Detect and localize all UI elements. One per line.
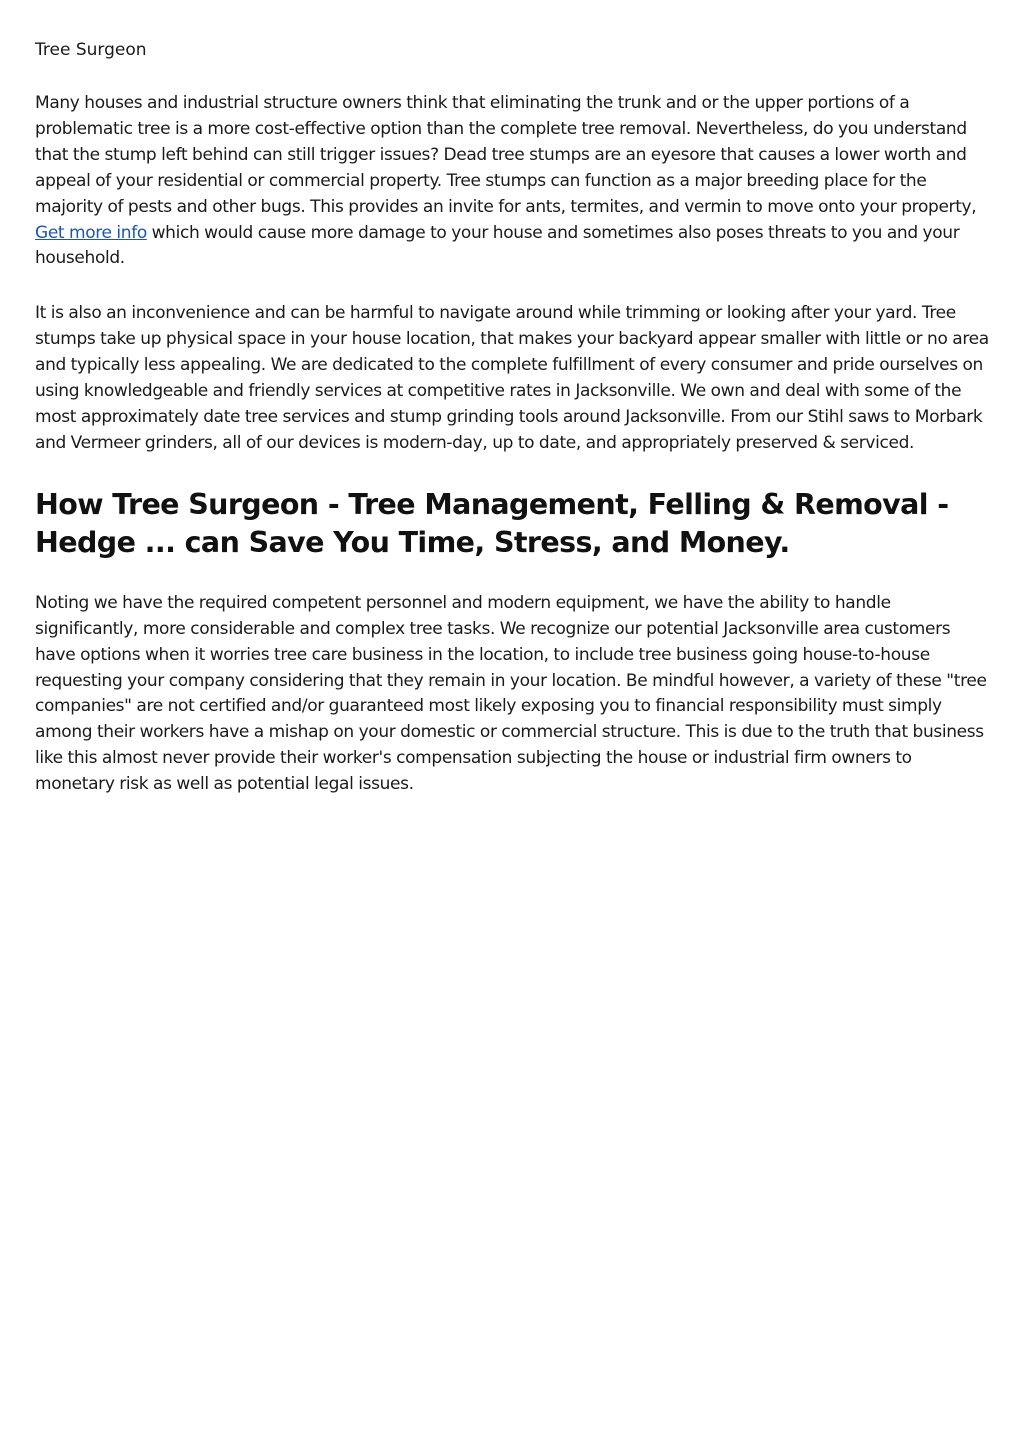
document-title: Tree Surgeon [35, 40, 147, 60]
paragraph-personnel: Noting we have the required competent personnel and modern equipment, we have the ability to handle significantly, more considerable and complex tree tasks. We recognize our potential Jacksonville area customers have options when it worries tree care business in the location, to include tree business going house-to-house requesting your company considering that they remain in your location. Be mindful however, a variety of these "tree companies" are not certified and/or guaranteed most likely exposing you to financial responsibility must simply among their workers have a mishap on your domestic or commercial structure. This is due to the truth that business like this almost never provide their worker's compensation subjecting the house or industrial firm owners to monetary risk as well as potential legal issues. [35, 592, 987, 795]
paragraph-intro-text-after: which would cause more damage to your house and sometimes also poses threats to you and your household. [35, 222, 960, 269]
document-page [35, 37, 990, 827]
section-heading: How Tree Surgeon - Tree Management, Felling & Removal - Hedge ... can Save You Time, Stress, and Money. [35, 487, 949, 559]
paragraph-intro [35, 91, 990, 272]
paragraph-intro-text-before: Many houses and industrial structure owners think that eliminating the trunk and or the upper portions of a problematic tree is a more cost-effective option than the complete tree removal. Nevertheless, do you understand that the stump left behind can still trigger issues? Dead tree stumps are an eyesore that causes a lower worth and appeal of your residential or commercial property. Tree stumps can function as a major breeding place for the majority of pests and other bugs. This provides an invite for ants, termites, and vermin to move onto your property, [35, 93, 977, 217]
paragraph-stumps: It is also an inconvenience and can be harmful to navigate around while trimming or looking after your yard. Tree stumps take up physical space in your house location, that makes your backyard appear smaller with little or no area and typically less appealing. We are dedicated to the complete fulfillment of every consumer and pride ourselves on using knowledgeable and friendly services at competitive rates in Jacksonville. We own and deal with some of the most approximately date tree services and stump grinding tools around Jacksonville. From our Stihl saws to Morbark and Vermeer grinders, all of our devices is modern-day, up to date, and appropriately preserved & serviced. [35, 303, 989, 453]
get-more-info-link[interactable]: Get more info [35, 222, 147, 243]
